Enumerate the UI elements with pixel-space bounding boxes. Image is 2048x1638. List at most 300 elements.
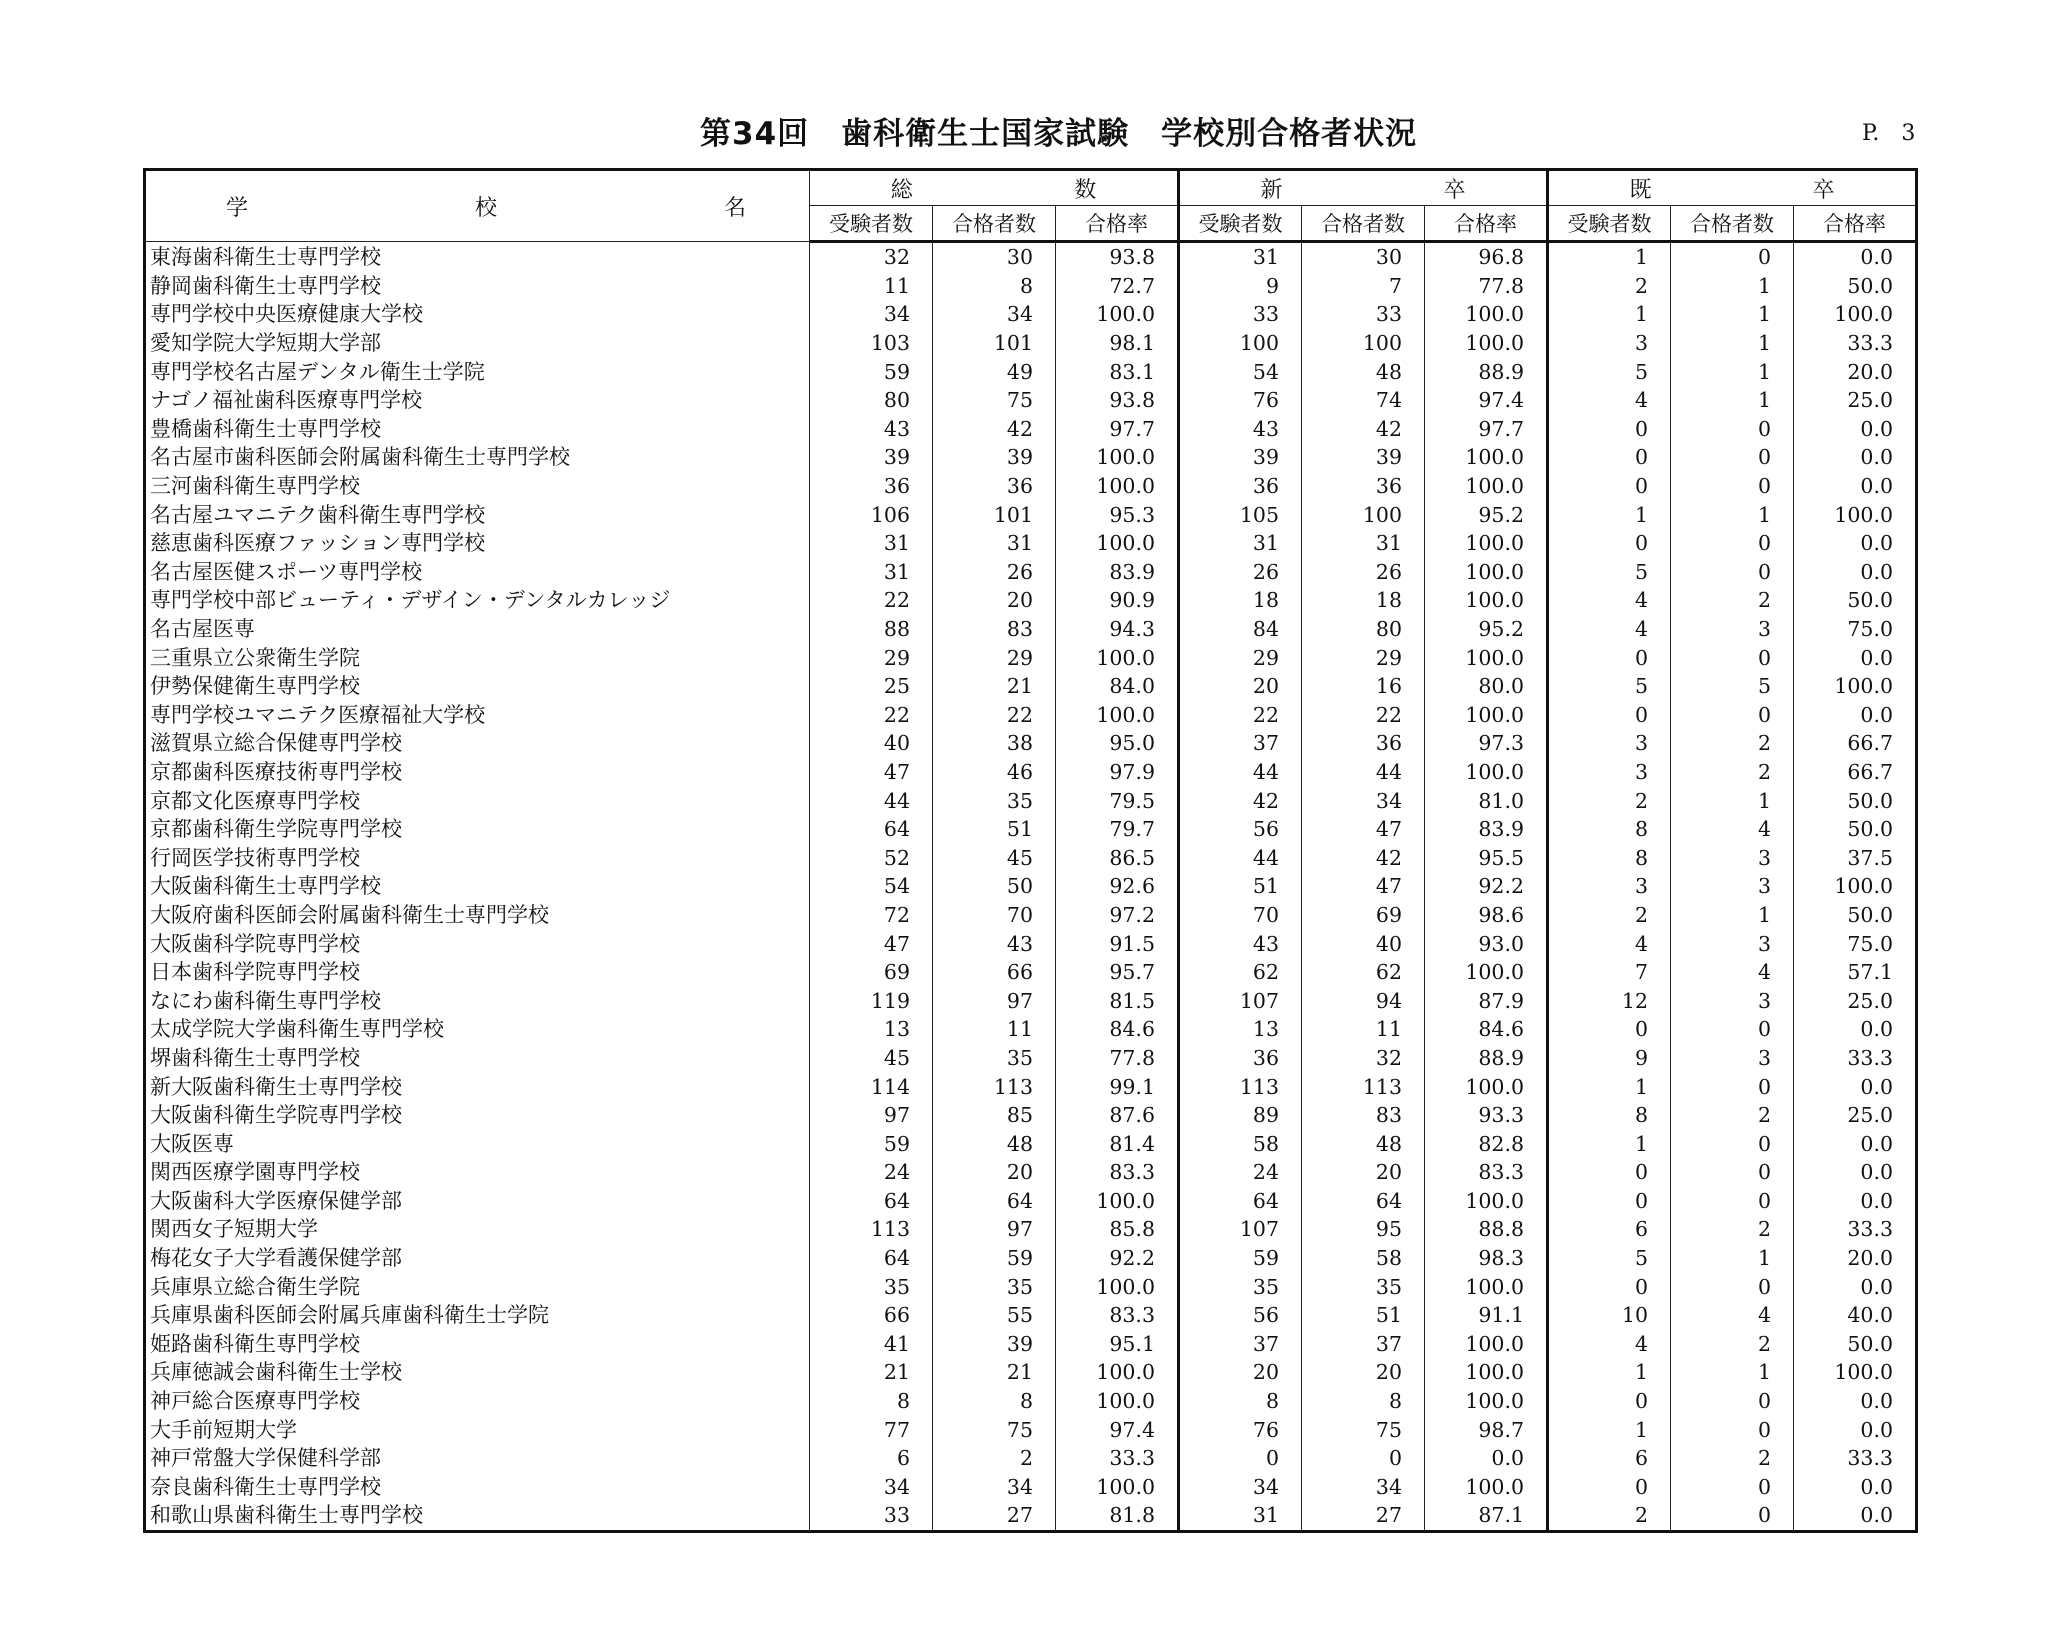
group-header-past: 既 卒 [1548,170,1917,206]
cell-total-pass-rate: 97.7 [1056,415,1179,444]
table-row [145,558,1917,587]
cell-school-name: 関西女子短期大学 [145,1215,810,1244]
cell-new-passers: 22 [1302,701,1425,730]
cell-past-passers: 0 [1671,1387,1794,1416]
cell-new-passers: 34 [1302,786,1425,815]
cell-past-pass-rate: 0.0 [1794,701,1917,730]
cell-total-examinees: 72 [810,901,933,930]
cell-total-pass-rate: 83.9 [1056,558,1179,587]
cell-past-examinees: 0 [1548,1187,1671,1216]
cell-new-pass-rate: 93.0 [1425,929,1548,958]
cell-total-passers: 29 [933,643,1056,672]
cell-total-pass-rate: 93.8 [1056,386,1179,415]
table-row [145,415,1917,444]
table-row [145,443,1917,472]
cell-total-passers: 75 [933,386,1056,415]
cell-total-passers: 27 [933,1501,1056,1531]
table-row [145,242,1917,272]
cell-past-examinees: 1 [1548,1129,1671,1158]
cell-new-examinees: 34 [1179,1473,1302,1502]
cell-past-examinees: 4 [1548,586,1671,615]
cell-new-pass-rate: 100.0 [1425,1187,1548,1216]
cell-past-examinees: 0 [1548,1387,1671,1416]
table-row [145,1444,1917,1473]
cell-school-name: 堺歯科衛生士専門学校 [145,1044,810,1073]
cell-total-pass-rate: 99.1 [1056,1072,1179,1101]
cell-school-name: 梅花女子大学看護保健学部 [145,1244,810,1273]
cell-total-examinees: 6 [810,1444,933,1473]
cell-past-pass-rate: 25.0 [1794,1101,1917,1130]
cell-past-examinees: 1 [1548,1072,1671,1101]
table-row [145,1158,1917,1187]
cell-past-pass-rate: 0.0 [1794,1473,1917,1502]
cell-new-examinees: 56 [1179,815,1302,844]
table-row [145,386,1917,415]
cell-past-passers: 3 [1671,843,1794,872]
cell-past-pass-rate: 0.0 [1794,242,1917,272]
cell-past-passers: 0 [1671,1473,1794,1502]
table-row [145,1044,1917,1073]
cell-school-name: 大手前短期大学 [145,1415,810,1444]
table-row [145,1215,1917,1244]
cell-total-pass-rate: 72.7 [1056,272,1179,301]
cell-total-examinees: 8 [810,1387,933,1416]
cell-past-pass-rate: 0.0 [1794,1158,1917,1187]
cell-new-examinees: 20 [1179,1358,1302,1387]
cell-past-examinees: 1 [1548,500,1671,529]
cell-total-passers: 35 [933,786,1056,815]
cell-new-examinees: 31 [1179,242,1302,272]
cell-total-pass-rate: 95.3 [1056,500,1179,529]
cell-total-pass-rate: 33.3 [1056,1444,1179,1473]
cell-past-pass-rate: 40.0 [1794,1301,1917,1330]
cell-school-name: 大阪歯科大学医療保健学部 [145,1187,810,1216]
cell-new-pass-rate: 98.3 [1425,1244,1548,1273]
table-row [145,357,1917,386]
cell-past-examinees: 5 [1548,1244,1671,1273]
cell-past-examinees: 4 [1548,1330,1671,1359]
cell-total-examinees: 11 [810,272,933,301]
col-header-examinees: 受験者数 [810,206,933,242]
cell-past-passers: 4 [1671,958,1794,987]
cell-new-examinees: 113 [1179,1072,1302,1101]
table-row [145,500,1917,529]
page-title: 第34回 歯科衛生士国家試験 学校別合格者状況 [700,116,1418,152]
cell-total-examinees: 69 [810,958,933,987]
table-row [145,1415,1917,1444]
cell-new-pass-rate: 100.0 [1425,1272,1548,1301]
cell-past-examinees: 2 [1548,901,1671,930]
cell-new-passers: 48 [1302,357,1425,386]
cell-new-passers: 40 [1302,929,1425,958]
cell-total-passers: 8 [933,272,1056,301]
cell-past-examinees: 1 [1548,300,1671,329]
cell-school-name: 神戸常盤大学保健科学部 [145,1444,810,1473]
cell-new-pass-rate: 100.0 [1425,586,1548,615]
cell-new-passers: 26 [1302,558,1425,587]
cell-past-passers: 2 [1671,729,1794,758]
cell-total-pass-rate: 83.3 [1056,1158,1179,1187]
cell-total-examinees: 41 [810,1330,933,1359]
cell-past-passers: 3 [1671,929,1794,958]
table-row [145,929,1917,958]
cell-school-name: 奈良歯科衛生士専門学校 [145,1473,810,1502]
cell-past-pass-rate: 0.0 [1794,443,1917,472]
cell-school-name: 専門学校名古屋デンタル衛生士学院 [145,357,810,386]
cell-total-examinees: 36 [810,472,933,501]
cell-past-pass-rate: 100.0 [1794,872,1917,901]
cell-new-examinees: 39 [1179,443,1302,472]
cell-new-passers: 100 [1302,500,1425,529]
cell-past-examinees: 5 [1548,672,1671,701]
cell-past-passers: 2 [1671,1101,1794,1130]
cell-new-passers: 80 [1302,615,1425,644]
cell-past-pass-rate: 20.0 [1794,1244,1917,1273]
cell-past-pass-rate: 25.0 [1794,986,1917,1015]
cell-past-passers: 1 [1671,1244,1794,1273]
cell-total-passers: 39 [933,443,1056,472]
cell-past-passers: 3 [1671,1044,1794,1073]
cell-total-pass-rate: 100.0 [1056,1187,1179,1216]
cell-new-pass-rate: 83.9 [1425,815,1548,844]
cell-past-passers: 0 [1671,443,1794,472]
cell-new-examinees: 31 [1179,1501,1302,1531]
cell-new-examinees: 24 [1179,1158,1302,1187]
cell-past-pass-rate: 50.0 [1794,815,1917,844]
table-row [145,1101,1917,1130]
cell-school-name: 大阪歯科衛生学院専門学校 [145,1101,810,1130]
cell-school-name: 京都歯科衛生学院専門学校 [145,815,810,844]
cell-total-examinees: 39 [810,443,933,472]
cell-total-examinees: 106 [810,500,933,529]
cell-school-name: 大阪医専 [145,1129,810,1158]
cell-total-passers: 48 [933,1129,1056,1158]
cell-total-pass-rate: 84.0 [1056,672,1179,701]
group-header-total: 総 数 [810,170,1179,206]
cell-total-examinees: 88 [810,615,933,644]
cell-past-passers: 0 [1671,1158,1794,1187]
cell-total-passers: 38 [933,729,1056,758]
cell-total-passers: 97 [933,1215,1056,1244]
cell-school-name: 兵庫県歯科医師会附属兵庫歯科衛生士学院 [145,1301,810,1330]
cell-school-name: 日本歯科学院専門学校 [145,958,810,987]
cell-past-pass-rate: 50.0 [1794,586,1917,615]
cell-total-passers: 59 [933,1244,1056,1273]
cell-new-pass-rate: 100.0 [1425,1072,1548,1101]
cell-total-passers: 83 [933,615,1056,644]
cell-total-examinees: 25 [810,672,933,701]
cell-new-examinees: 37 [1179,729,1302,758]
cell-new-pass-rate: 88.9 [1425,357,1548,386]
table-row [145,1015,1917,1044]
cell-new-pass-rate: 100.0 [1425,758,1548,787]
cell-past-passers: 2 [1671,1444,1794,1473]
cell-new-examinees: 64 [1179,1187,1302,1216]
cell-total-passers: 70 [933,901,1056,930]
cell-total-examinees: 66 [810,1301,933,1330]
cell-new-pass-rate: 100.0 [1425,529,1548,558]
cell-new-pass-rate: 97.3 [1425,729,1548,758]
cell-new-passers: 62 [1302,958,1425,987]
cell-total-examinees: 52 [810,843,933,872]
cell-new-examinees: 31 [1179,529,1302,558]
table-row [145,958,1917,987]
cell-total-pass-rate: 95.7 [1056,958,1179,987]
cell-new-examinees: 51 [1179,872,1302,901]
cell-new-pass-rate: 95.5 [1425,843,1548,872]
cell-school-name: 専門学校中央医療健康大学校 [145,300,810,329]
cell-new-pass-rate: 81.0 [1425,786,1548,815]
cell-past-examinees: 2 [1548,1501,1671,1531]
cell-total-pass-rate: 92.6 [1056,872,1179,901]
cell-total-pass-rate: 95.1 [1056,1330,1179,1359]
cell-new-passers: 20 [1302,1358,1425,1387]
cell-new-passers: 7 [1302,272,1425,301]
cell-new-pass-rate: 95.2 [1425,615,1548,644]
cell-total-passers: 43 [933,929,1056,958]
cell-past-passers: 0 [1671,415,1794,444]
cell-total-pass-rate: 81.5 [1056,986,1179,1015]
cell-total-passers: 55 [933,1301,1056,1330]
cell-new-passers: 113 [1302,1072,1425,1101]
cell-new-passers: 69 [1302,901,1425,930]
cell-past-pass-rate: 0.0 [1794,1415,1917,1444]
cell-past-passers: 1 [1671,272,1794,301]
cell-new-passers: 42 [1302,843,1425,872]
cell-school-name: ナゴノ福祉歯科医療専門学校 [145,386,810,415]
cell-total-examinees: 97 [810,1101,933,1130]
cell-past-passers: 1 [1671,386,1794,415]
cell-school-name: 和歌山県歯科衛生士専門学校 [145,1501,810,1531]
cell-new-examinees: 8 [1179,1387,1302,1416]
cell-new-examinees: 35 [1179,1272,1302,1301]
cell-total-examinees: 31 [810,529,933,558]
cell-past-pass-rate: 37.5 [1794,843,1917,872]
cell-total-pass-rate: 97.2 [1056,901,1179,930]
cell-total-passers: 34 [933,1473,1056,1502]
cell-total-examinees: 47 [810,929,933,958]
cell-new-pass-rate: 96.8 [1425,242,1548,272]
page-number: P. 3 [1862,121,1916,146]
cell-past-pass-rate: 100.0 [1794,500,1917,529]
cell-school-name: 三重県立公衆衛生学院 [145,643,810,672]
cell-past-passers: 1 [1671,1358,1794,1387]
cell-total-pass-rate: 100.0 [1056,1272,1179,1301]
table-row [145,1187,1917,1216]
cell-total-pass-rate: 100.0 [1056,1473,1179,1502]
cell-school-name: 名古屋ユマニテク歯科衛生専門学校 [145,500,810,529]
cell-total-examinees: 119 [810,986,933,1015]
cell-past-passers: 2 [1671,758,1794,787]
cell-past-passers: 2 [1671,1330,1794,1359]
cell-new-passers: 39 [1302,443,1425,472]
cell-total-examinees: 80 [810,386,933,415]
cell-new-examinees: 56 [1179,1301,1302,1330]
cell-new-examinees: 58 [1179,1129,1302,1158]
cell-new-pass-rate: 92.2 [1425,872,1548,901]
cell-school-name: 大阪府歯科医師会附属歯科衛生士専門学校 [145,901,810,930]
cell-total-examinees: 59 [810,357,933,386]
cell-new-pass-rate: 100.0 [1425,472,1548,501]
table-row [145,701,1917,730]
cell-past-pass-rate: 33.3 [1794,1215,1917,1244]
cell-new-passers: 31 [1302,529,1425,558]
cell-total-examinees: 22 [810,701,933,730]
cell-total-examinees: 33 [810,1501,933,1531]
table-row [145,472,1917,501]
cell-total-passers: 49 [933,357,1056,386]
cell-new-examinees: 26 [1179,558,1302,587]
cell-new-examinees: 100 [1179,329,1302,358]
results-table [143,168,1918,1533]
cell-total-examinees: 21 [810,1358,933,1387]
cell-total-examinees: 113 [810,1215,933,1244]
table-row [145,872,1917,901]
cell-past-examinees: 8 [1548,843,1671,872]
cell-total-pass-rate: 100.0 [1056,529,1179,558]
cell-new-pass-rate: 100.0 [1425,1473,1548,1502]
cell-total-passers: 35 [933,1044,1056,1073]
cell-school-name: 豊橋歯科衛生士専門学校 [145,415,810,444]
table-row [145,615,1917,644]
cell-total-passers: 31 [933,529,1056,558]
cell-total-examinees: 64 [810,815,933,844]
cell-total-pass-rate: 98.1 [1056,329,1179,358]
cell-past-pass-rate: 33.3 [1794,1444,1917,1473]
cell-past-passers: 1 [1671,357,1794,386]
cell-total-examinees: 40 [810,729,933,758]
cell-past-passers: 1 [1671,901,1794,930]
cell-past-passers: 0 [1671,1015,1794,1044]
cell-total-passers: 42 [933,415,1056,444]
cell-new-examinees: 43 [1179,415,1302,444]
cell-total-pass-rate: 93.8 [1056,242,1179,272]
cell-new-passers: 36 [1302,729,1425,758]
cell-new-pass-rate: 87.9 [1425,986,1548,1015]
cell-new-pass-rate: 77.8 [1425,272,1548,301]
cell-total-passers: 46 [933,758,1056,787]
cell-past-pass-rate: 75.0 [1794,615,1917,644]
cell-past-passers: 4 [1671,1301,1794,1330]
cell-total-passers: 85 [933,1101,1056,1130]
cell-past-passers: 4 [1671,815,1794,844]
cell-school-name: なにわ歯科衛生専門学校 [145,986,810,1015]
cell-new-examinees: 36 [1179,1044,1302,1073]
cell-new-passers: 11 [1302,1015,1425,1044]
cell-new-examinees: 43 [1179,929,1302,958]
cell-past-pass-rate: 50.0 [1794,272,1917,301]
cell-past-examinees: 8 [1548,815,1671,844]
cell-new-pass-rate: 93.3 [1425,1101,1548,1130]
cell-past-pass-rate: 0.0 [1794,1015,1917,1044]
cell-new-pass-rate: 100.0 [1425,443,1548,472]
col-header-pass-rate: 合格率 [1056,206,1179,242]
col-header-examinees: 受験者数 [1179,206,1302,242]
table-row [145,1272,1917,1301]
cell-past-passers: 0 [1671,1415,1794,1444]
table-row [145,643,1917,672]
cell-total-examinees: 64 [810,1187,933,1216]
table-body [145,242,1917,1532]
cell-total-passers: 97 [933,986,1056,1015]
table-row [145,672,1917,701]
cell-total-examinees: 64 [810,1244,933,1273]
cell-past-passers: 0 [1671,1072,1794,1101]
cell-total-examinees: 59 [810,1129,933,1158]
cell-new-examinees: 107 [1179,986,1302,1015]
cell-new-passers: 44 [1302,758,1425,787]
table-row [145,1072,1917,1101]
cell-new-passers: 32 [1302,1044,1425,1073]
cell-new-passers: 95 [1302,1215,1425,1244]
cell-total-passers: 101 [933,329,1056,358]
cell-new-passers: 47 [1302,815,1425,844]
cell-past-passers: 0 [1671,472,1794,501]
cell-new-passers: 33 [1302,300,1425,329]
cell-past-examinees: 8 [1548,1101,1671,1130]
cell-total-pass-rate: 87.6 [1056,1101,1179,1130]
cell-past-examinees: 3 [1548,758,1671,787]
cell-total-passers: 35 [933,1272,1056,1301]
cell-total-pass-rate: 100.0 [1056,1387,1179,1416]
cell-total-pass-rate: 100.0 [1056,300,1179,329]
cell-past-pass-rate: 100.0 [1794,672,1917,701]
cell-past-passers: 0 [1671,701,1794,730]
cell-past-passers: 0 [1671,529,1794,558]
cell-past-passers: 3 [1671,986,1794,1015]
cell-total-pass-rate: 83.3 [1056,1301,1179,1330]
cell-school-name: 専門学校中部ビューティ・デザイン・デンタルカレッジ [145,586,810,615]
cell-new-passers: 51 [1302,1301,1425,1330]
cell-new-pass-rate: 100.0 [1425,1358,1548,1387]
cell-school-name: 太成学院大学歯科衛生専門学校 [145,1015,810,1044]
cell-past-passers: 1 [1671,300,1794,329]
cell-past-pass-rate: 0.0 [1794,1501,1917,1531]
table-row [145,815,1917,844]
cell-past-passers: 1 [1671,329,1794,358]
cell-total-passers: 21 [933,672,1056,701]
cell-new-examinees: 42 [1179,786,1302,815]
col-header-examinees: 受験者数 [1548,206,1671,242]
cell-new-passers: 100 [1302,329,1425,358]
cell-new-examinees: 29 [1179,643,1302,672]
col-header-pass-rate: 合格率 [1794,206,1917,242]
cell-school-name: 伊勢保健衛生専門学校 [145,672,810,701]
cell-total-pass-rate: 100.0 [1056,443,1179,472]
cell-new-passers: 75 [1302,1415,1425,1444]
cell-past-pass-rate: 33.3 [1794,329,1917,358]
cell-new-pass-rate: 88.8 [1425,1215,1548,1244]
table-row [145,329,1917,358]
cell-school-name: 専門学校ユマニテク医療福祉大学校 [145,701,810,730]
cell-total-pass-rate: 95.0 [1056,729,1179,758]
cell-past-examinees: 0 [1548,1272,1671,1301]
cell-past-pass-rate: 0.0 [1794,1129,1917,1158]
group-header-new: 新 卒 [1179,170,1548,206]
cell-past-pass-rate: 0.0 [1794,643,1917,672]
table-row [145,1501,1917,1531]
table-row [145,1387,1917,1416]
cell-past-passers: 1 [1671,500,1794,529]
cell-total-pass-rate: 79.7 [1056,815,1179,844]
cell-total-passers: 113 [933,1072,1056,1101]
cell-past-examinees: 6 [1548,1444,1671,1473]
cell-total-examinees: 47 [810,758,933,787]
cell-new-passers: 20 [1302,1158,1425,1187]
table-row [145,1358,1917,1387]
cell-total-examinees: 24 [810,1158,933,1187]
cell-past-pass-rate: 50.0 [1794,1330,1917,1359]
